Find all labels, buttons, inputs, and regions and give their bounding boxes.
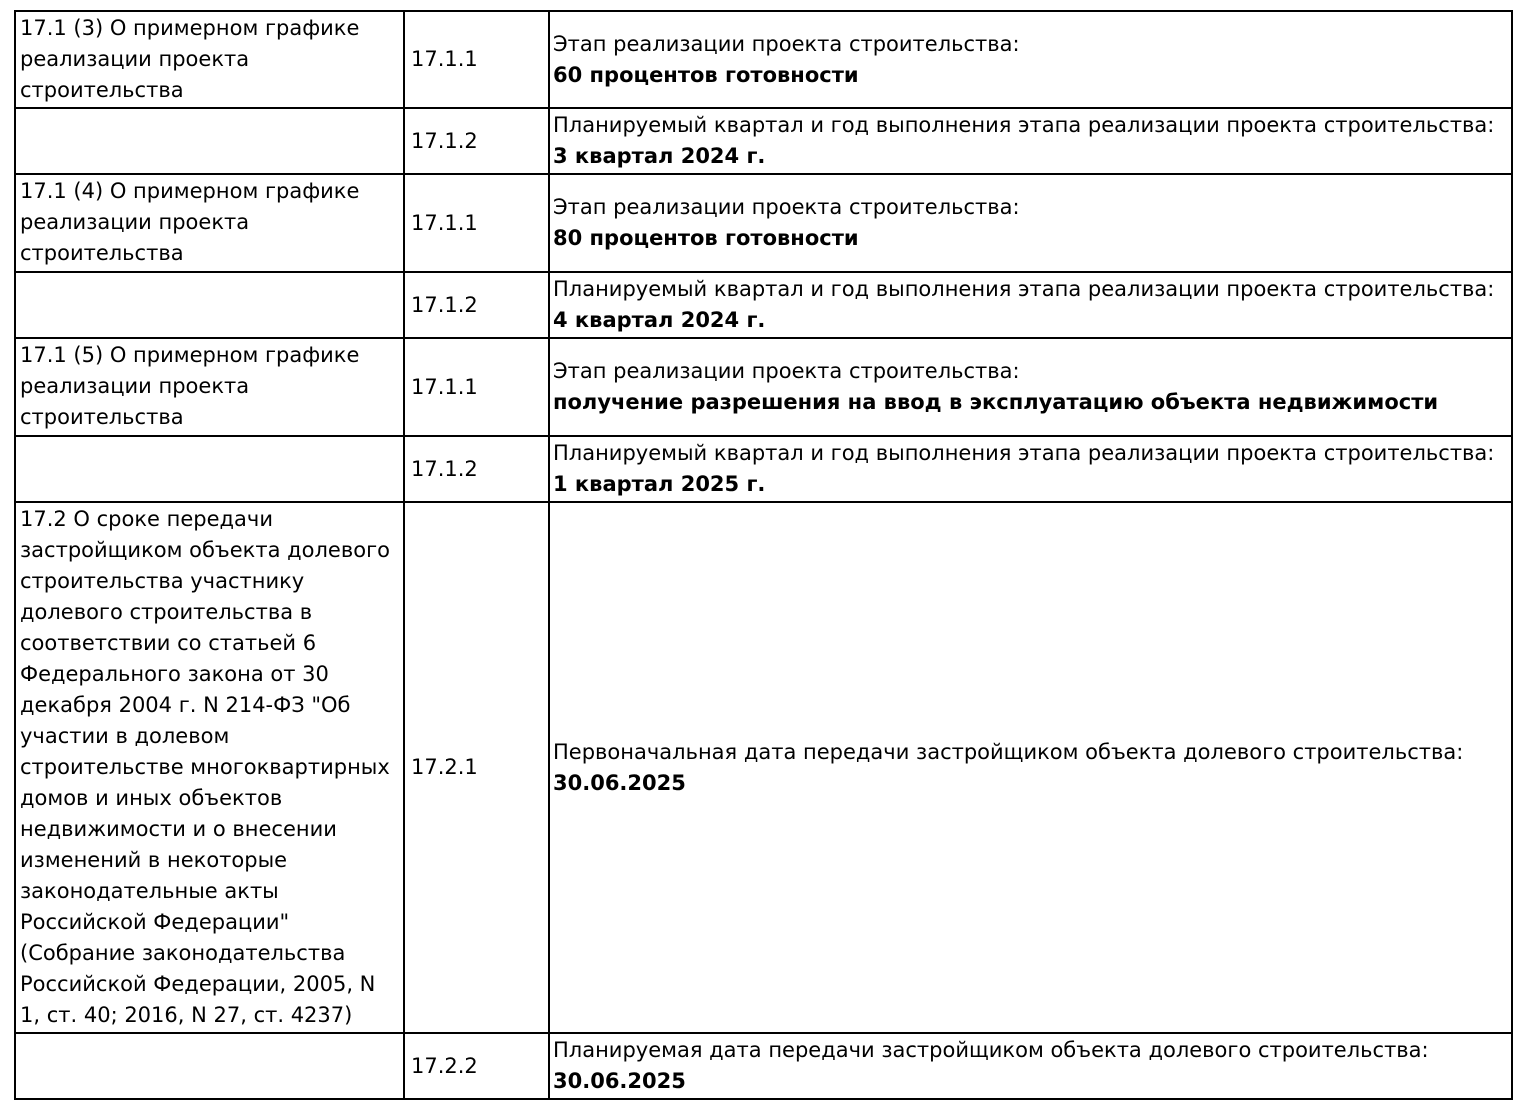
table-row	[15, 436, 1512, 502]
field-label: Этап реализации проекта строительства:	[553, 359, 1020, 383]
detail-cell	[549, 108, 1512, 174]
detail-cell	[549, 174, 1512, 272]
detail-cell	[549, 1033, 1512, 1099]
field-value: 80 процентов готовности	[553, 226, 859, 250]
section-title	[15, 1033, 404, 1099]
field-label: Планируемый квартал и год выполнения этапа реализации проекта строительства:	[553, 441, 1495, 465]
section-title: 17.2 О сроке передачи застройщиком объекта долевого строительства участнику долевого строительства в соответствии со статьей 6 Федерального закона от 30 декабря 2004 г. N 214-ФЗ "Об участии в долевом строительстве многоквартирных домов и иных объектов недвижимости и о внесении изменений в некоторые законодательные акты Российской Федерации" (Собрание законодательства Российской Федерации, 2005, N 1, ст. 40; 2016, N 27, ст. 4237)	[15, 502, 404, 1033]
section-title: 17.1 (5) О примерном графике реализации проекта строительства	[15, 338, 404, 436]
detail-cell	[549, 338, 1512, 436]
table-row	[15, 1033, 1512, 1099]
section-title: 17.1 (4) О примерном графике реализации проекта строительства	[15, 174, 404, 272]
table-row	[15, 502, 1512, 1033]
item-code: 17.2.1	[404, 502, 549, 1033]
table-row	[15, 272, 1512, 338]
table-row	[15, 11, 1512, 108]
item-code: 17.1.2	[404, 272, 549, 338]
section-title	[15, 108, 404, 174]
field-label: Планируемый квартал и год выполнения этапа реализации проекта строительства:	[553, 277, 1495, 301]
field-label: Планируемая дата передачи застройщиком объекта долевого строительства:	[553, 1038, 1429, 1062]
field-value: получение разрешения на ввод в эксплуатацию объекта недвижимости	[553, 390, 1439, 414]
field-label: Планируемый квартал и год выполнения этапа реализации проекта строительства:	[553, 113, 1495, 137]
table-row	[15, 108, 1512, 174]
table-row	[15, 174, 1512, 272]
detail-cell	[549, 272, 1512, 338]
field-value: 1 квартал 2025 г.	[553, 472, 766, 496]
field-label: Этап реализации проекта строительства:	[553, 31, 1020, 56]
field-value: 60 процентов готовности	[553, 62, 859, 87]
item-code: 17.1.1	[404, 338, 549, 436]
section-title	[15, 436, 404, 502]
item-code: 17.1.2	[404, 108, 549, 174]
field-value: 4 квартал 2024 г.	[553, 308, 766, 332]
item-code: 17.1.2	[404, 436, 549, 502]
field-label: Этап реализации проекта строительства:	[553, 195, 1020, 219]
field-label: Первоначальная дата передачи застройщиком объекта долевого строительства:	[553, 739, 1464, 764]
detail-cell	[549, 436, 1512, 502]
detail-cell	[549, 11, 1512, 108]
table-row	[15, 338, 1512, 436]
detail-cell	[549, 502, 1512, 1033]
section-title	[15, 272, 404, 338]
item-code: 17.1.1	[404, 11, 549, 108]
field-value: 3 квартал 2024 г.	[553, 144, 766, 168]
project-declaration-table	[14, 10, 1513, 1100]
item-code: 17.1.1	[404, 174, 549, 272]
section-title: 17.1 (3) О примерном графике реализации проекта строительства	[15, 11, 404, 108]
field-value: 30.06.2025	[553, 1069, 686, 1093]
item-code: 17.2.2	[404, 1033, 549, 1099]
field-value: 30.06.2025	[553, 770, 686, 795]
